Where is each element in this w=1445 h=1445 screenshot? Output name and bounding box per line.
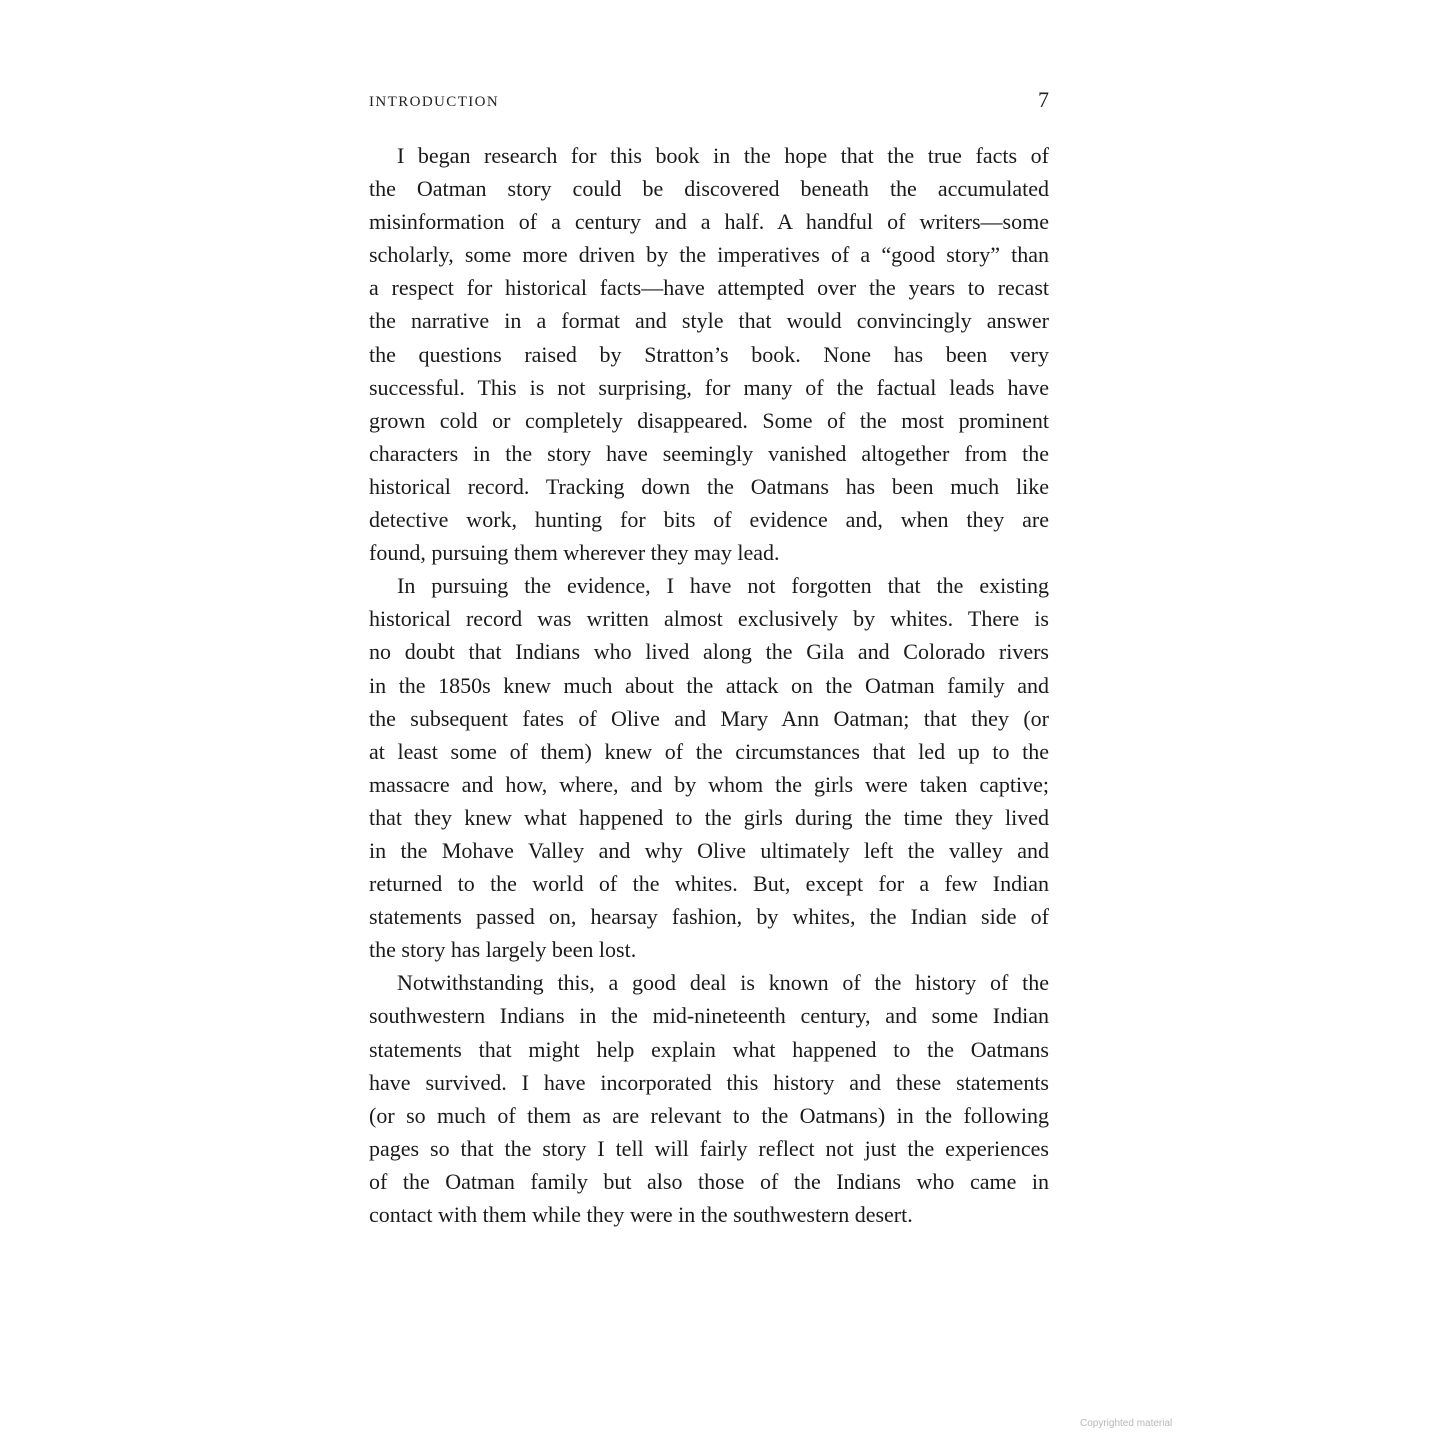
text-line: statements passed on, hearsay fashion, by whites, the Indian side of: [369, 904, 1049, 930]
body-text: [369, 139, 1049, 1231]
text-line: scholarly, some more driven by the imperatives of a “good story” than: [369, 242, 1049, 268]
text-line: historical record. Tracking down the Oatmans has been much like: [369, 473, 1049, 499]
text-line: I began research for this book in the hope that the true facts of: [397, 143, 1049, 168]
text-line: the story has largely been lost.: [369, 937, 637, 963]
paragraph-container: [369, 139, 1049, 1231]
text-line: found, pursuing them wherever they may lead.: [369, 540, 780, 566]
text-line: grown cold or completely disappeared. Some of the most prominent: [369, 407, 1049, 433]
text-line: at least some of them) knew of the circumstances that led up to the: [369, 738, 1049, 764]
paragraph: [369, 569, 1049, 966]
text-line: misinformation of a century and a half. A handful of writers—some: [369, 209, 1049, 235]
text-line: pages so that the story I tell will fairly reflect not just the experiences: [369, 1135, 1049, 1161]
text-line: no doubt that Indians who lived along the Gila and Colorado rivers: [369, 639, 1049, 665]
text-line: in the Mohave Valley and why Olive ultimately left the valley and: [369, 837, 1049, 863]
text-line: in the 1850s knew much about the attack on the Oatman family and: [369, 672, 1049, 698]
text-line: contact with them while they were in the southwestern desert.: [369, 1202, 913, 1227]
text-line: southwestern Indians in the mid-nineteenth century, and some Indian: [369, 1003, 1049, 1029]
paragraph: [369, 139, 1049, 569]
text-line: massacre and how, where, and by whom the girls were taken captive;: [369, 771, 1049, 797]
text-line: the subsequent fates of Olive and Mary Ann Oatman; that they (or: [369, 705, 1049, 731]
text-line: successful. This is not surprising, for many of the factual leads have: [369, 374, 1049, 400]
text-line: detective work, hunting for bits of evidence and, when they are: [369, 507, 1049, 533]
text-line: (or so much of them as are relevant to the Oatmans) in the following: [369, 1102, 1049, 1128]
text-line: the narrative in a format and style that would convincingly answer: [369, 308, 1049, 334]
text-line: the Oatman story could be discovered beneath the accumulated: [369, 176, 1049, 202]
text-line: returned to the world of the whites. But, except for a few Indian: [369, 871, 1049, 897]
text-line: statements that might help explain what happened to the Oatmans: [369, 1036, 1049, 1062]
text-line: have survived. I have incorporated this history and these statements: [369, 1069, 1049, 1095]
text-line: a respect for historical facts—have attempted over the years to recast: [369, 275, 1049, 301]
text-line: Notwithstanding this, a good deal is known of the history of the: [397, 970, 1049, 996]
text-line: the questions raised by Stratton’s book. None has been very: [369, 341, 1049, 367]
copyright-watermark: Copyrighted material: [1080, 1418, 1173, 1429]
text-line: characters in the story have seemingly vanished altogether from the: [369, 440, 1049, 466]
running-head: [369, 87, 1049, 116]
section-title: INTRODUCTION: [369, 94, 500, 110]
paragraph: [369, 966, 1049, 1231]
text-line: In pursuing the evidence, I have not forgotten that the existing: [397, 573, 1049, 599]
text-line: that they knew what happened to the girls during the time they lived: [369, 804, 1049, 830]
page-number: 7: [1038, 87, 1049, 112]
text-line: historical record was written almost exclusively by whites. There is: [369, 606, 1049, 632]
text-line: of the Oatman family but also those of the Indians who came in: [369, 1168, 1049, 1194]
